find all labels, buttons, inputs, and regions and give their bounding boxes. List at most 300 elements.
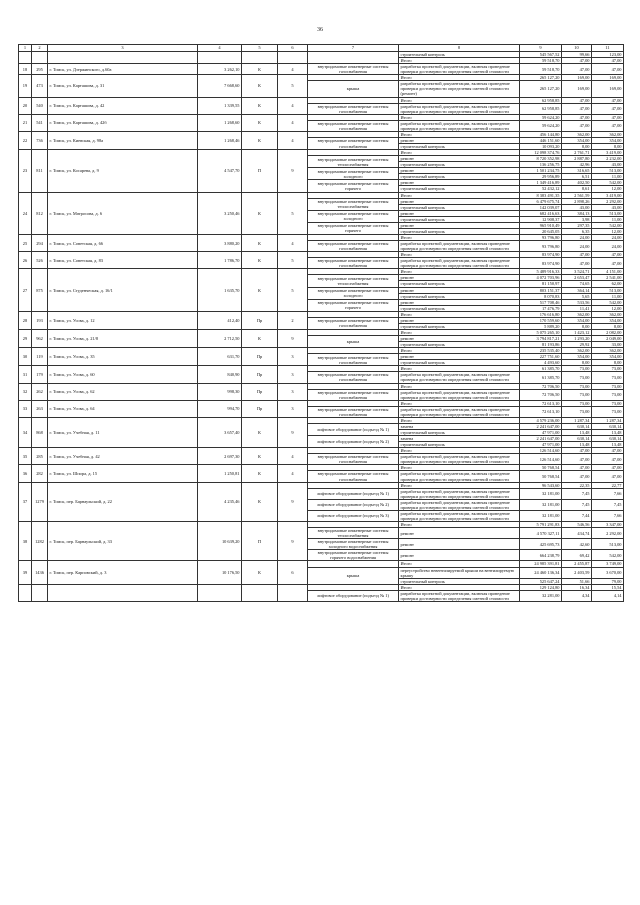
cost-cell: 517 708,46	[520, 299, 562, 305]
column-number: 4	[198, 45, 242, 52]
row-number: 25	[19, 234, 32, 251]
system-name: крыша	[308, 81, 399, 97]
max-rate-cell: 169,00	[592, 81, 624, 97]
row-number: 32	[19, 383, 32, 400]
max-rate-cell: 542,00	[592, 550, 624, 561]
max-rate-cell: 123,00	[592, 52, 624, 58]
work-type-cell: строительный контроль	[399, 162, 520, 168]
house-area: 998,30	[198, 383, 242, 400]
floors-count: 3	[278, 348, 308, 366]
row-number: 29	[19, 329, 32, 347]
rate-cell: 47,00	[562, 471, 592, 482]
floors-count: 9	[278, 522, 308, 561]
row-number: 24	[19, 192, 32, 234]
max-rate-cell: 11,00	[592, 174, 624, 180]
max-rate-cell: 12,00	[592, 186, 624, 192]
rate-cell: 630,14	[562, 436, 592, 442]
house-area: 7 668,60	[198, 75, 242, 97]
work-type-cell: ремонт	[399, 210, 520, 216]
house-address: г. Томск, ул. Карташова, д. 42	[48, 97, 198, 114]
rate-cell: 24,00	[562, 234, 592, 240]
house-address: г. Томск, ул. Карташова, д. 31	[48, 75, 198, 97]
system-name: внутридомовые инженерные системы газоснабжения	[308, 317, 399, 329]
wall-material: К	[242, 329, 278, 347]
work-type-cell: ремонт	[399, 317, 520, 323]
row-number: 39	[19, 561, 32, 584]
max-rate-cell: 2 082,00	[592, 329, 624, 335]
system-name: лифтовое оборудование (подъезд № 1)	[308, 488, 399, 499]
row-number: 18	[19, 64, 32, 75]
max-rate-cell: 542,00	[592, 299, 624, 305]
house-address: г. Томск, ул. Дзержинского, д.60а	[48, 64, 198, 75]
work-type-cell: строительный контроль	[399, 52, 520, 58]
floors-count: 4	[278, 64, 308, 75]
work-type-cell: строительный контроль	[399, 186, 520, 192]
work-type-cell: Итого	[399, 114, 520, 120]
rate-cell: 47,00	[562, 465, 592, 471]
cost-cell: 72 613,10	[520, 400, 562, 406]
max-rate-cell: 4 151,00	[592, 269, 624, 275]
rate-cell: 3 524,71	[562, 269, 592, 275]
house-area: 3 250,46	[198, 192, 242, 234]
column-number: 2	[32, 45, 48, 52]
wall-material: К	[242, 75, 278, 97]
cost-cell: 126 514,60	[520, 448, 562, 454]
cost-cell: 682 416,63	[520, 210, 562, 216]
wall-material: К	[242, 252, 278, 269]
max-rate-cell: 3 670,00	[592, 567, 624, 578]
house-area: 1 250,81	[198, 465, 242, 482]
work-type-cell: строительный контроль	[399, 430, 520, 436]
cost-cell: 29 956,89	[520, 174, 562, 180]
rate-cell: 2 403,59	[562, 567, 592, 578]
max-rate-cell: 542,00	[592, 180, 624, 186]
rate-cell: 11,41	[562, 305, 592, 311]
rate-cell: 362,00	[562, 348, 592, 354]
house-address: г. Томск, пер. Барнаульский, д. 33	[48, 522, 198, 561]
house-id: 811	[32, 150, 48, 192]
rate-cell: 47,00	[562, 114, 592, 120]
cost-cell: 126 514,60	[520, 454, 562, 465]
floors-count: 2	[278, 311, 308, 329]
max-rate-cell: 13,48	[592, 442, 624, 448]
max-rate-cell: 62,00	[592, 281, 624, 287]
rate-cell: 47,00	[562, 120, 592, 131]
work-type-cell: ремонт	[399, 168, 520, 174]
max-rate-cell: 13,48	[592, 430, 624, 436]
cost-cell: 4 579 236,00	[520, 417, 562, 423]
house-address: г. Томск, ул. Советская, д. 66	[48, 234, 198, 251]
rate-cell: 47,00	[562, 97, 592, 103]
work-type-cell: строительный контроль	[399, 216, 520, 222]
rate-cell: 8,00	[562, 323, 592, 329]
rate-cell: 297,35	[562, 222, 592, 228]
work-type-cell: ремонт	[399, 156, 520, 162]
system-name: внутридомовые инженерные системы газоснабжения	[308, 103, 399, 114]
system-name: внутридомовые инженерные системы газоснабжения	[308, 258, 399, 269]
cost-cell: 24 460 136,34	[520, 567, 562, 578]
work-type-cell: Итого	[399, 150, 520, 156]
max-rate-cell: 354,00	[592, 354, 624, 360]
cost-cell: 61 385,70	[520, 372, 562, 383]
work-type-cell: Итого	[399, 234, 520, 240]
max-rate-cell: 73,00	[592, 400, 624, 406]
cost-cell: 32 181,00	[520, 488, 562, 499]
rate-cell: 630,14	[562, 423, 592, 429]
work-type-cell: Итого	[399, 252, 520, 258]
max-rate-cell: 47,00	[592, 258, 624, 269]
cost-cell: 50 768,54	[520, 465, 562, 471]
rate-cell: 384,13	[562, 210, 592, 216]
work-type-cell: разработка проектной документации, включая проведение проверки достоверности определения сметной стоимости (ремонт)	[399, 81, 520, 97]
work-type-cell: строительный контроль	[399, 360, 520, 366]
column-number: 10	[562, 45, 592, 52]
house-area: 2 712,50	[198, 329, 242, 347]
work-type-cell: Итого	[399, 417, 520, 423]
work-type-cell: строительный контроль	[399, 174, 520, 180]
work-type-cell: Итого	[399, 400, 520, 406]
house-area: 2 697,30	[198, 448, 242, 465]
system-name: внутридомовые инженерные системы горячего	[308, 180, 399, 192]
cost-cell: 32 181,00	[520, 499, 562, 510]
max-rate-cell: 12,00	[592, 305, 624, 311]
max-rate-cell: 47,00	[592, 252, 624, 258]
max-rate-cell: 8,00	[592, 144, 624, 150]
cost-cell: 72 706,50	[520, 389, 562, 400]
max-rate-cell: 73,00	[592, 406, 624, 417]
system-name: внутридомовые инженерные системы газоснабжения	[308, 406, 399, 417]
cost-cell: 32 181,00	[520, 510, 562, 521]
rate-cell: 73,00	[562, 400, 592, 406]
house-id: 541	[32, 114, 48, 131]
work-type-cell: разработка проектной документации, включая проведение проверки достоверности определения сметной стоимости	[399, 120, 520, 131]
max-rate-cell: 47,00	[592, 64, 624, 75]
system-name: лифтовое оборудование (подъезд № 1)	[308, 423, 399, 435]
cost-cell: 6 479 675,74	[520, 198, 562, 204]
work-type-cell: строительный контроль	[399, 578, 520, 584]
rate-cell: 434,74	[562, 528, 592, 539]
rate-cell: 73,00	[562, 366, 592, 372]
max-rate-cell: 33,00	[592, 342, 624, 348]
house-id: 1282	[32, 522, 48, 561]
rate-cell: 546,56	[562, 522, 592, 528]
wall-material: Пр	[242, 348, 278, 366]
work-type-cell: разработка проектной документации, включая проведение проверки достоверности определения сметной стоимости	[399, 103, 520, 114]
wall-material: К	[242, 448, 278, 465]
system-name: внутридомовые инженерные системы теплоснабжения	[308, 275, 399, 287]
rate-cell: 1 287,34	[562, 417, 592, 423]
rate-cell: 2 653,47	[562, 275, 592, 281]
rate-cell: 47,00	[562, 258, 592, 269]
house-id: 179	[32, 366, 48, 383]
blank-cell	[19, 52, 32, 64]
wall-material: П	[242, 150, 278, 192]
cost-cell: 8 070,83	[520, 293, 562, 299]
max-rate-cell: 2 232,00	[592, 156, 624, 162]
table-body	[19, 45, 624, 602]
house-area: 3 262,10	[198, 64, 242, 75]
work-type-cell: Итого	[399, 58, 520, 64]
cost-cell: 52 432,12	[520, 186, 562, 192]
rate-cell: 2 898,26	[562, 198, 592, 204]
max-rate-cell: 354,00	[592, 317, 624, 323]
work-type-cell: Итого	[399, 482, 520, 488]
max-rate-cell: 24,00	[592, 241, 624, 252]
cost-cell: 4 493,60	[520, 360, 562, 366]
rate-cell: 5,65	[562, 293, 592, 299]
rate-cell: 47,00	[562, 252, 592, 258]
system-name: лифтовое оборудование (подъезд № 2)	[308, 499, 399, 510]
system-name: лифтовое оборудование (подъезд № 2)	[308, 436, 399, 448]
max-rate-cell: 2 541,00	[592, 275, 624, 281]
max-rate-cell: 630,14	[592, 436, 624, 442]
system-name: внутридомовые инженерные системы газоснабжения	[308, 120, 399, 131]
max-rate-cell: 47,00	[592, 97, 624, 103]
house-id: 285	[32, 448, 48, 465]
work-type-cell: разработка проектной документации, включая проведение проверки достоверности определения сметной стоимости	[399, 510, 520, 521]
row-number: 36	[19, 465, 32, 482]
floors-count: 5	[278, 192, 308, 234]
rate-cell: 47,00	[562, 454, 592, 465]
row-number: 19	[19, 75, 32, 97]
row-number: 34	[19, 417, 32, 447]
house-id: 119	[32, 348, 48, 366]
rate-cell: 42,60	[562, 539, 592, 550]
system-name: внутридомовые инженерные системы газоснабжения	[308, 471, 399, 482]
max-rate-cell: 47,00	[592, 454, 624, 465]
rate-cell: 29,92	[562, 342, 592, 348]
work-type-cell: ремонт	[399, 550, 520, 561]
work-type-cell: Итого	[399, 448, 520, 454]
wall-material: К	[242, 234, 278, 251]
max-rate-cell: 43,00	[592, 204, 624, 210]
house-address: г. Томск, ул. Усова, д. 12	[48, 311, 198, 329]
cost-cell: 5 889,20	[520, 323, 562, 329]
row-number: 22	[19, 131, 32, 149]
rate-cell: 354,00	[562, 137, 592, 143]
rate-cell: 22,35	[562, 482, 592, 488]
house-area: 1 268,46	[198, 131, 242, 149]
wall-material: Пр	[242, 400, 278, 417]
cost-cell: 81 193,86	[520, 342, 562, 348]
row-number: 28	[19, 311, 32, 329]
work-type-cell: ремонт	[399, 528, 520, 539]
work-type-cell: Итого	[399, 269, 520, 275]
house-area: 1 339,55	[198, 97, 242, 114]
cost-cell: 1 501 234,75	[520, 168, 562, 174]
house-area: 3 657,40	[198, 417, 242, 447]
floors-count: 4	[278, 97, 308, 114]
house-address: г. Томск, ул. Советская, д. 83	[48, 252, 198, 269]
wall-material: К	[242, 131, 278, 149]
house-id: 526	[32, 252, 48, 269]
rate-cell: 4,34	[562, 590, 592, 601]
house-address: г. Томск, ул. Студенческая, д. 16/1	[48, 269, 198, 311]
work-type-cell: строительный контроль	[399, 442, 520, 448]
max-rate-cell: 169,00	[592, 75, 624, 81]
floors-count: 4	[278, 114, 308, 131]
house-area: 10 176,50	[198, 561, 242, 584]
column-number: 9	[520, 45, 562, 52]
work-type-cell: Итого	[399, 348, 520, 354]
floors-count: 5	[278, 75, 308, 97]
cost-cell: 96 543,60	[520, 482, 562, 488]
work-type-cell: строительный контроль	[399, 144, 520, 150]
work-type-cell: разработка проектной документации, включая проведение проверки достоверности определения сметной стоимости	[399, 499, 520, 510]
wall-material: К	[242, 417, 278, 447]
rate-cell: 47,00	[562, 64, 592, 75]
cost-cell: 47 971,00	[520, 442, 562, 448]
blank-cell	[242, 52, 278, 64]
work-type-cell: Итого	[399, 383, 520, 389]
cost-cell: 235 535,40	[520, 348, 562, 354]
max-rate-cell: 43,00	[592, 162, 624, 168]
blank-cell	[32, 584, 48, 601]
house-address: г. Томск, ул. Усова, д. 21/8	[48, 329, 198, 347]
rate-cell: 47,00	[562, 448, 592, 454]
rate-cell: 533,56	[562, 299, 592, 305]
cost-cell: 32 281,00	[520, 590, 562, 601]
rate-cell: 316,65	[562, 168, 592, 174]
house-address: г. Томск, ул. Киевская, д. 98а	[48, 131, 198, 149]
rate-cell: 2 455,87	[562, 561, 592, 567]
work-type-cell: переустройство невентилируемой крыши на вентилируемую крышу	[399, 567, 520, 578]
house-id: 540	[32, 97, 48, 114]
rate-cell: 73,00	[562, 383, 592, 389]
rate-cell: 1 293,20	[562, 336, 592, 342]
cost-cell: 136 256,75	[520, 162, 562, 168]
cost-cell: 456 144,80	[520, 131, 562, 137]
house-area: 1 268,60	[198, 114, 242, 131]
house-id: 962	[32, 329, 48, 347]
cost-cell: 62 958,85	[520, 103, 562, 114]
cost-cell: 59 518,70	[520, 58, 562, 64]
cost-cell: 20 645,05	[520, 228, 562, 234]
max-rate-cell: 7,66	[592, 488, 624, 499]
max-rate-cell: 3 347,00	[592, 522, 624, 528]
system-name: внутридомовые инженерные системы холодного	[308, 287, 399, 299]
system-name: внутридомовые инженерные системы горячего	[308, 299, 399, 311]
wall-material: К	[242, 561, 278, 584]
house-address: г. Томск, ул. Шпора, д. 15	[48, 465, 198, 482]
max-rate-cell: 47,00	[592, 103, 624, 114]
column-number: 3	[48, 45, 198, 52]
rate-cell: 169,00	[562, 75, 592, 81]
rate-cell: 8,00	[562, 360, 592, 366]
max-rate-cell: 2 049,00	[592, 336, 624, 342]
rate-cell: 169,00	[562, 81, 592, 97]
max-rate-cell: 4,14	[592, 590, 624, 601]
system-name: внутридомовые инженерные системы теплоснабжения	[308, 198, 399, 210]
rate-cell: 2 561,59	[562, 192, 592, 198]
work-type-cell: разработка проектной документации, включая проведение проверки достоверности определения сметной стоимости	[399, 389, 520, 400]
max-rate-cell: 362,00	[592, 348, 624, 354]
rate-cell: 6,35	[562, 228, 592, 234]
row-number: 31	[19, 366, 32, 383]
cost-cell: 1 349 416,89	[520, 180, 562, 186]
cost-cell: 965 910,49	[520, 222, 562, 228]
column-number: 7	[308, 45, 399, 52]
cost-cell: 265 127,20	[520, 75, 562, 81]
work-type-cell: Итого	[399, 75, 520, 81]
cost-cell: 72 613,10	[520, 406, 562, 417]
house-address: г. Томск, ул. Учебная, д. 11	[48, 417, 198, 447]
work-type-cell: Итого	[399, 366, 520, 372]
house-address: г. Томск, ул. Матросова, д. 6	[48, 192, 198, 234]
cost-cell: 81 150,97	[520, 281, 562, 287]
house-area: 994,70	[198, 400, 242, 417]
rate-cell: 43,00	[562, 204, 592, 210]
wall-material: Пр	[242, 366, 278, 383]
max-rate-cell: 7,45	[592, 499, 624, 510]
work-type-cell: ремонт	[399, 299, 520, 305]
house-address: г. Томск, ул. Усова, д. 60	[48, 366, 198, 383]
rate-cell: 73,00	[562, 372, 592, 383]
max-rate-cell: 362,00	[592, 311, 624, 317]
cost-cell: 8 720 352,98	[520, 156, 562, 162]
floors-count: 4	[278, 234, 308, 251]
max-rate-cell: 630,14	[592, 423, 624, 429]
max-rate-cell: 47,00	[592, 120, 624, 131]
work-type-cell: разработка проектной документации, включая проведение проверки достоверности определения сметной стоимости	[399, 454, 520, 465]
max-rate-cell: 73,00	[592, 366, 624, 372]
house-area: 631,70	[198, 348, 242, 366]
max-rate-cell: 354,00	[592, 137, 624, 143]
house-address: г. Томск, ул. Учебная, д. 42	[48, 448, 198, 465]
work-type-cell: разработка проектной документации, включая проведение проверки достоверности определения сметной стоимости	[399, 258, 520, 269]
rate-cell: 51,66	[562, 578, 592, 584]
max-rate-cell: 47,00	[592, 58, 624, 64]
cost-cell: 170 559,60	[520, 317, 562, 323]
cost-cell: 3 794 817,21	[520, 336, 562, 342]
floors-count: 4	[278, 448, 308, 465]
max-rate-cell: 3 419,00	[592, 150, 624, 156]
house-address: г. Томск, ул. Усова, д. 35	[48, 348, 198, 366]
house-id: 812	[32, 192, 48, 234]
rate-cell: 364,14	[562, 287, 592, 293]
house-address: г. Томск, пер. Карповский, д. 3	[48, 561, 198, 584]
cost-cell: 62 958,85	[520, 97, 562, 103]
max-rate-cell: 3 419,00	[592, 192, 624, 198]
system-name: внутридомовые инженерные системы газоснабжения	[308, 64, 399, 75]
cost-cell: 425 695,73	[520, 539, 562, 550]
rate-cell: 8,61	[562, 186, 592, 192]
work-type-cell: ремонт	[399, 287, 520, 293]
system-name: внутридомовые инженерные системы горячего	[308, 222, 399, 234]
house-id: 262	[32, 383, 48, 400]
work-type-cell: строительный контроль	[399, 305, 520, 311]
floors-count: 3	[278, 383, 308, 400]
max-rate-cell: 362,00	[592, 131, 624, 137]
house-area: 1 635,70	[198, 269, 242, 311]
cost-cell: 61 385,70	[520, 366, 562, 372]
work-row	[19, 64, 624, 75]
system-name: внутридомовые инженерные системы холодного	[308, 168, 399, 180]
rate-cell: 73,00	[562, 406, 592, 417]
cost-cell: 10 093,20	[520, 144, 562, 150]
max-rate-cell: 73,00	[592, 389, 624, 400]
rate-cell: 74,65	[562, 281, 592, 287]
rate-cell: 362,00	[562, 311, 592, 317]
system-name: внутридомовые инженерные системы теплоснабжения	[308, 528, 399, 539]
house-area: 4 547,70	[198, 150, 242, 192]
work-type-cell: строительный контроль	[399, 323, 520, 329]
blank-cell	[242, 584, 278, 601]
house-area: 1 786,70	[198, 252, 242, 269]
floors-count: 3	[278, 400, 308, 417]
work-type-cell: разработка проектной документации, включая проведение проверки достоверности определения сметной стоимости	[399, 471, 520, 482]
max-rate-cell: 12,00	[592, 228, 624, 234]
